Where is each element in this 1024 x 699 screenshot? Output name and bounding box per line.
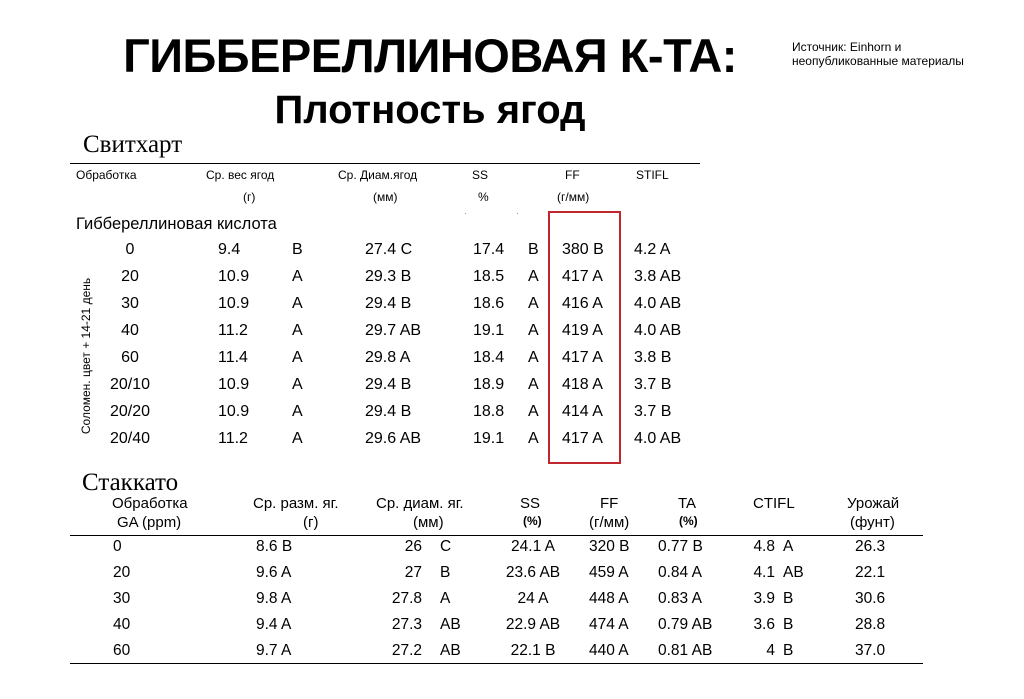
cell-yield: 30.6 — [855, 590, 886, 607]
cell-ss-grp: A — [528, 349, 539, 366]
cell-ss: 24 A — [517, 590, 549, 607]
cell-stifl: 4.0 AB — [634, 430, 682, 447]
side-label: Соломен. цвет + 14-21 день — [79, 277, 93, 435]
header-size-unit: (г) — [303, 514, 319, 531]
sweetheart-top-rule — [70, 163, 700, 164]
cell-yield: 28.8 — [855, 616, 886, 633]
cell-ff: 448 A — [589, 590, 629, 607]
cell-ss: 18.9 — [473, 376, 505, 393]
cell-diameter: 27.4 C — [365, 241, 413, 258]
sweetheart-title: Свитхарт — [83, 131, 183, 158]
cell-weight: 9.4 — [218, 241, 241, 258]
cell-ctifl: 4 — [766, 642, 775, 659]
cell-weight: 11.4 — [218, 349, 248, 366]
cell-ss-grp: A — [528, 295, 539, 312]
header-ss: SS — [472, 168, 489, 182]
cell-ff: 417 A — [562, 268, 603, 285]
cell-ss: 19.1 — [473, 322, 505, 339]
header-diameter: Ср. Диам.ягод — [338, 168, 418, 182]
cell-ta: 0.81 AB — [658, 642, 713, 659]
header-ff: FF — [565, 168, 580, 182]
cell-weight-grp: A — [292, 430, 303, 447]
cell-ff: 474 A — [589, 616, 629, 633]
header-stifl: STIFL — [636, 168, 669, 182]
cell-ss: 18.6 — [473, 295, 505, 312]
cell-treatment: 60 — [113, 642, 131, 659]
header-yield-unit: (фунт) — [850, 514, 895, 531]
header-diameter-unit: (мм) — [413, 514, 444, 531]
cell-weight-grp: A — [292, 268, 303, 285]
speck — [517, 213, 518, 214]
cell-ff: 417 A — [562, 430, 603, 447]
ff-highlight-box — [548, 211, 621, 464]
cell-diameter-grp: AB — [440, 642, 461, 659]
cell-diameter: 29.7 AB — [365, 322, 422, 339]
cell-diameter-grp: A — [440, 590, 451, 607]
cell-ss-grp: A — [528, 430, 539, 447]
cell-treatment: 0 — [125, 241, 135, 258]
cell-stifl: 3.8 B — [634, 349, 672, 366]
source-note — [792, 40, 964, 68]
cell-yield: 26.3 — [855, 538, 886, 555]
cell-size: 9.6 A — [256, 564, 292, 581]
cell-ff: 414 A — [562, 403, 603, 420]
staccato-header-rule — [70, 535, 923, 536]
header-ta: TA — [678, 495, 697, 512]
cell-ss: 22.1 B — [510, 642, 556, 659]
header-yield: Урожай — [847, 495, 900, 512]
cell-stifl: 4.0 AB — [634, 322, 682, 339]
cell-weight-grp: A — [292, 295, 303, 312]
cell-weight: 11.2 — [218, 322, 248, 339]
cell-diameter: 27.3 — [391, 616, 422, 633]
cell-diameter: 29.4 B — [365, 403, 412, 420]
header-ff: FF — [600, 495, 619, 512]
cell-ss: 17.4 — [473, 241, 505, 258]
header-diameter-unit: (мм) — [373, 190, 398, 204]
page-subtitle: Плотность ягод — [274, 88, 586, 132]
cell-stifl: 4.0 AB — [634, 295, 682, 312]
cell-ctifl: 3.6 — [753, 616, 775, 633]
cell-diameter: 27.2 — [391, 642, 422, 659]
cell-size: 8.6 B — [256, 538, 293, 555]
cell-ctifl-grp: AB — [783, 564, 804, 581]
cell-ss-grp: A — [528, 403, 539, 420]
cell-ss: 18.8 — [473, 403, 505, 420]
cell-yield: 22.1 — [855, 564, 886, 581]
header-weight: Ср. вес ягод — [206, 168, 275, 182]
cell-diameter: 27.8 — [391, 590, 422, 607]
cell-weight: 11.2 — [218, 430, 248, 447]
source-line-1: Источник: Einhorn и — [792, 40, 902, 54]
cell-size: 9.8 A — [256, 590, 292, 607]
cell-diameter-grp: B — [440, 564, 451, 581]
speck — [465, 213, 466, 214]
group-label: Гиббереллиновая кислота — [76, 215, 277, 233]
cell-weight-grp: A — [292, 349, 303, 366]
cell-weight-grp: A — [292, 403, 303, 420]
staccato-title: Стаккато — [82, 469, 179, 496]
header-ff-unit: (г/мм) — [557, 190, 590, 204]
header-treatment-unit: GA (ppm) — [117, 514, 182, 531]
cell-treatment: 20/10 — [109, 376, 151, 393]
cell-weight: 10.9 — [218, 268, 250, 285]
cell-weight: 10.9 — [218, 403, 250, 420]
header-treatment: Обработка — [112, 495, 188, 512]
cell-weight: 10.9 — [218, 376, 250, 393]
cell-diameter-grp: AB — [440, 616, 461, 633]
cell-ss: 18.5 — [473, 268, 505, 285]
cell-ff: 417 A — [562, 349, 603, 366]
cell-stifl: 3.7 B — [634, 376, 672, 393]
cell-ff: 419 A — [562, 322, 603, 339]
header-weight-unit: (г) — [243, 190, 256, 204]
cell-ctifl: 4.1 — [753, 564, 775, 581]
cell-ss: 24.1 A — [511, 538, 555, 555]
cell-ctifl-grp: B — [783, 590, 794, 607]
cell-ss: 23.6 AB — [505, 564, 561, 581]
header-ss-unit: (%) — [523, 514, 542, 528]
cell-ta: 0.79 AB — [658, 616, 713, 633]
cell-ss: 19.1 — [473, 430, 505, 447]
cell-stifl: 3.7 B — [634, 403, 672, 420]
cell-ff: 459 A — [589, 564, 629, 581]
cell-diameter: 29.8 A — [365, 349, 411, 366]
cell-treatment: 0 — [113, 538, 122, 555]
header-ctifl: CTIFL — [753, 495, 795, 512]
cell-treatment: 20 — [113, 564, 131, 581]
cell-diameter-grp: C — [440, 538, 452, 555]
cell-weight-grp: A — [292, 376, 303, 393]
cell-ff: 440 A — [589, 642, 629, 659]
header-ss: SS — [520, 495, 541, 512]
cell-weight-grp: A — [292, 322, 303, 339]
header-ff-unit: (г/мм) — [589, 514, 630, 531]
source-line-2: неопубликованные материалы — [792, 54, 964, 68]
cell-ff: 418 A — [562, 376, 603, 393]
cell-yield: 37.0 — [855, 642, 886, 659]
cell-stifl: 3.8 AB — [634, 268, 682, 285]
cell-size: 9.4 A — [256, 616, 292, 633]
page-title: ГИББЕРЕЛЛИНОВАЯ К-ТА: — [123, 29, 737, 82]
cell-treatment: 20 — [121, 268, 139, 285]
cell-ss-grp: A — [528, 322, 539, 339]
cell-ss: 22.9 AB — [505, 616, 561, 633]
header-size: Ср. разм. яг. — [253, 495, 339, 512]
cell-ss-grp: B — [528, 241, 539, 258]
header-ss-unit: % — [478, 190, 489, 204]
cell-treatment: 30 — [113, 590, 131, 607]
cell-treatment: 40 — [113, 616, 131, 633]
staccato-bottom-rule — [70, 663, 923, 664]
header-ta-unit: (%) — [679, 514, 698, 528]
cell-ctifl-grp: A — [783, 538, 794, 555]
cell-ctifl: 4.8 — [753, 538, 775, 555]
cell-diameter: 26 — [404, 538, 422, 555]
cell-ta: 0.84 A — [658, 564, 702, 581]
cell-ff: 380 B — [562, 241, 604, 258]
cell-weight: 10.9 — [218, 295, 250, 312]
cell-ctifl: 3.9 — [753, 590, 775, 607]
cell-ta: 0.83 A — [658, 590, 702, 607]
cell-ss: 18.4 — [473, 349, 505, 366]
cell-ss-grp: A — [528, 376, 539, 393]
cell-diameter: 27 — [404, 564, 422, 581]
header-diameter: Ср. диам. яг. — [376, 495, 464, 512]
cell-ta: 0.77 B — [658, 538, 703, 555]
cell-ctifl-grp: B — [783, 642, 794, 659]
cell-ctifl-grp: B — [783, 616, 794, 633]
cell-weight-grp: B — [292, 241, 303, 258]
cell-diameter: 29.6 AB — [365, 430, 422, 447]
cell-diameter: 29.3 B — [365, 268, 412, 285]
header-treatment: Обработка — [76, 168, 137, 182]
cell-treatment: 40 — [121, 322, 139, 339]
cell-size: 9.7 A — [256, 642, 292, 659]
cell-diameter: 29.4 B — [365, 376, 412, 393]
cell-treatment: 60 — [121, 349, 139, 366]
cell-diameter: 29.4 B — [365, 295, 412, 312]
cell-ff: 320 B — [589, 538, 630, 555]
cell-stifl: 4.2 A — [634, 241, 671, 258]
cell-treatment: 20/20 — [109, 403, 151, 420]
cell-treatment: 30 — [121, 295, 139, 312]
cell-treatment: 20/40 — [109, 430, 151, 447]
cell-ss-grp: A — [528, 268, 539, 285]
cell-ff: 416 A — [562, 295, 603, 312]
